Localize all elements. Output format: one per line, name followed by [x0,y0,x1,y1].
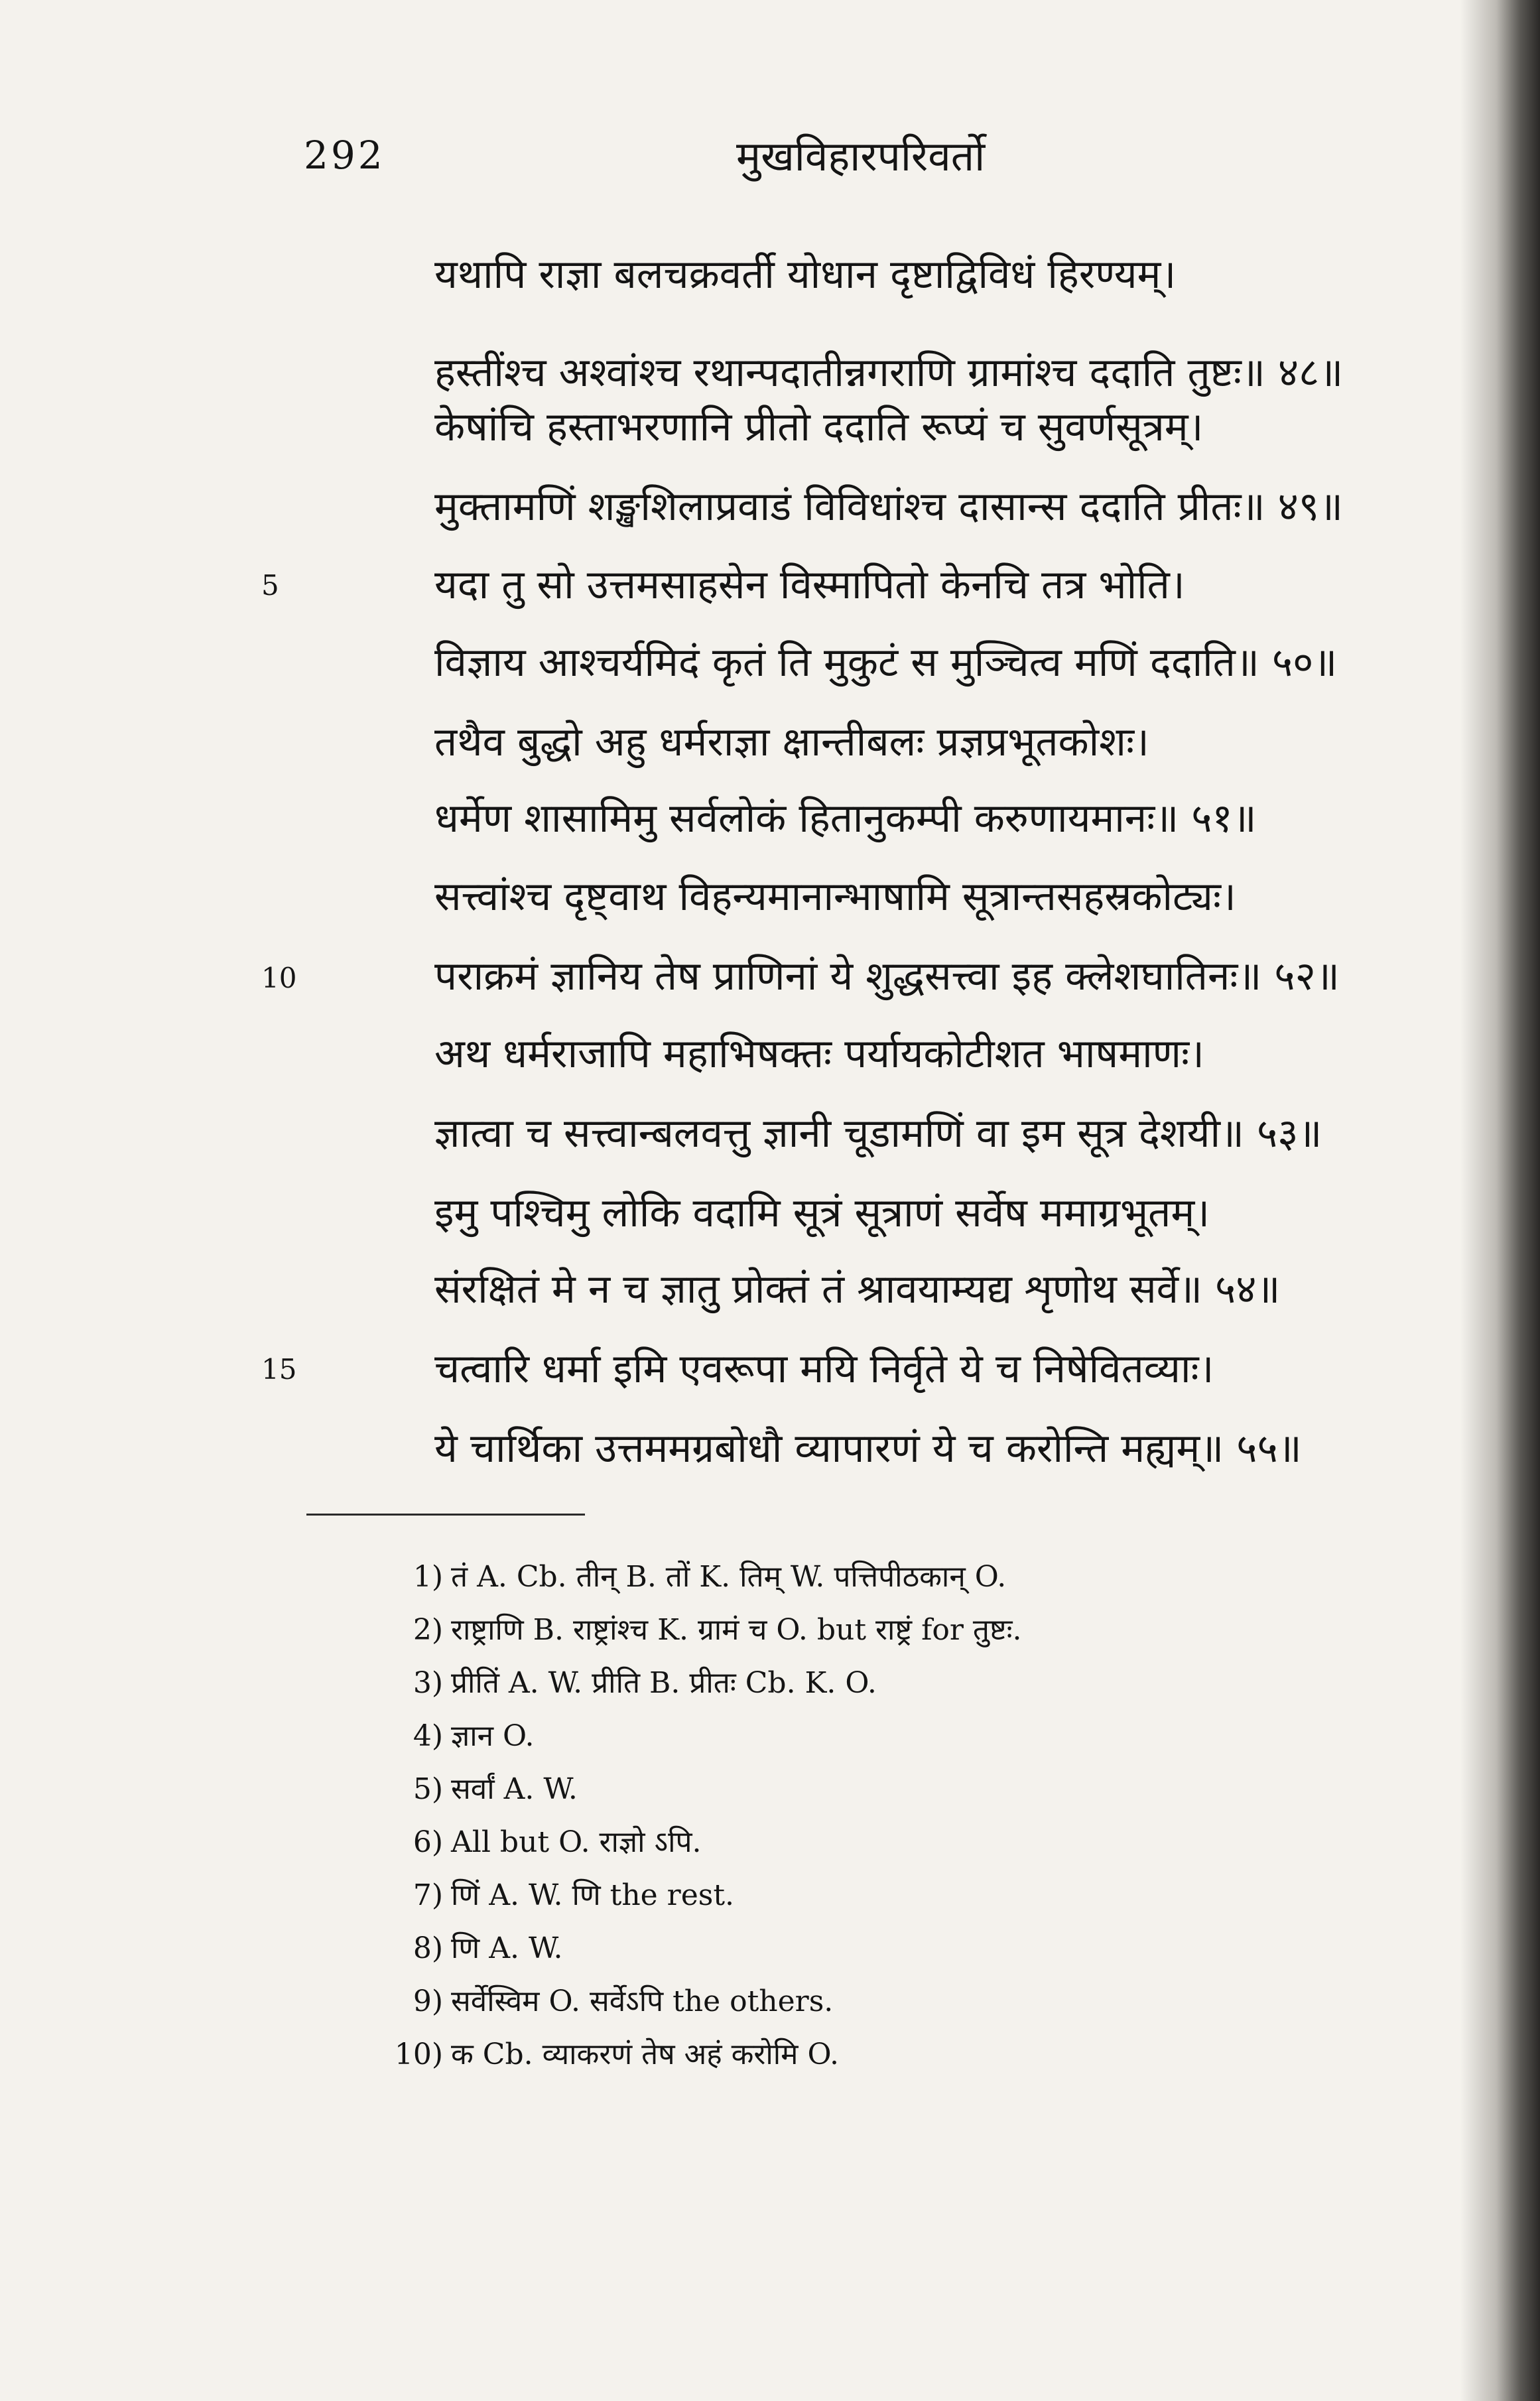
footnote: 6) All but O. राज्ञो ऽपि. [413,1825,702,1859]
running-head: मुखविहारपरिवर्तो [736,132,986,180]
page-binding-shadow [1460,0,1540,2401]
footnote: 1) तं A. Cb. तीन् B. तों K. तिम् W. पत्तिपीठकान् O. [413,1560,1007,1594]
footnote: 2) राष्ट्राणि B. राष्ट्रांश्च K. ग्रामं च O. but राष्ट्रं for तुष्टः. [413,1613,1022,1647]
footnote: 4) ज्ञान O. [413,1719,535,1753]
line-number: 15 [261,1353,297,1386]
page-number: 292 [304,133,385,178]
line-number: 5 [261,569,279,602]
footnote: 3) प्रीतिं A. W. प्रीति B. प्रीतः Cb. K. O. [413,1666,877,1700]
book-page: 292 मुखविहारपरिवर्तो यथापि राज्ञा बलचक्रवर्ती योधान दृष्टाद्विविधं हिरण्यम्। हस्तींश्च अश्वांश्च रथान्पदातीन्नगराणि ग्रामांश्च ददाति तुष्टः॥ ४८॥ केषांचि हस्ताभरणानि प्रीतो ददाति रूप्यं च सुवर्णसूत्रम्। मुक्तामणिं शङ्खशिलाप्रवाडं विविधांश्च दासान्स ददाति प्रीतः॥ ४९॥ यदा तु सो उत्तमसाहसेन विस्मापितो केनचि तत्र भोति। विज्ञाय आश्चर्यमिदं कृतं ति मुकुटं स मुञ्चित्व मणिं ददाति॥ ५०॥ तथैव बुद्धो अहु धर्मराज्ञा क्षान्तीबलः प्रज्ञप्रभूतकोशः। धर्मेण शासामिमु सर्वलोकं हितानुकम्पी करुणायमानः॥ ५१॥ सत्त्वांश्च दृष्ट्वाथ विहन्यमानान्भाषामि सूत्रान्तसहस्रकोट्यः। पराक्रमं ज्ञानिय तेष प्राणिनां ये शुद्धसत्त्वा इह क्लेशघातिनः॥ ५२॥ अथ धर्मराजापि महाभिषक्तः पर्यायकोटीशत भाषमाणः। ज्ञात्वा च सत्त्वान्बलवत्तु ज्ञानी चूडामणिं वा इम सूत्र देशयी॥ ५३॥ इमु पश्चिमु लोकि वदामि सूत्रं सूत्राणं सर्वेष ममाग्रभूतम्। संरक्षितं मे न च ज्ञातु प्रोक्तं तं श्रावयाम्यद्य शृणोथ सर्वे॥ ५४॥ चत्वारि धर्मा इमि एवरूपा मयि निर्वृते ये च निषेवितव्याः। ये चार्थिका उत्तममग्रबोधौ व्यापारणं ये च करोन्ति मह्यम्॥ ५५॥ 5 10 15 1) तं A. Cb. तीन् B. तों K. तिम् W. पत्तिपीठकान् O. 2) राष्ट्राणि B. राष्ट्रांश्च K. ग्रामं च O. but राष्ट्रं for तुष्टः. 3) प्रीतिं A. W. प्रीति B. प्रीतः Cb. K. O. 4) ज्ञान O. 5) सर्वां A. W. 6) All but O. राज्ञो ऽपि. 7) णिं A. W. णि the rest. 8) णि A. W. 9) सर्वेस्विम O. सर्वेऽपि the others. 10) क Cb. व्याकरणं तेष अहं करोमि O. [0,0,1540,2401]
footnote: 9) सर्वेस्विम O. सर्वेऽपि the others. [413,1984,834,2018]
footnote-rule [306,1514,585,1516]
footnote: 7) णिं A. W. णि the rest. [413,1878,735,1912]
footnote: 8) णि A. W. [413,1931,563,1965]
footnote: 5) सर्वां A. W. [413,1772,578,1806]
line-number: 10 [261,962,297,994]
footnote: 10) क Cb. व्याकरणं तेष अहं करोमि O. [394,2038,839,2071]
